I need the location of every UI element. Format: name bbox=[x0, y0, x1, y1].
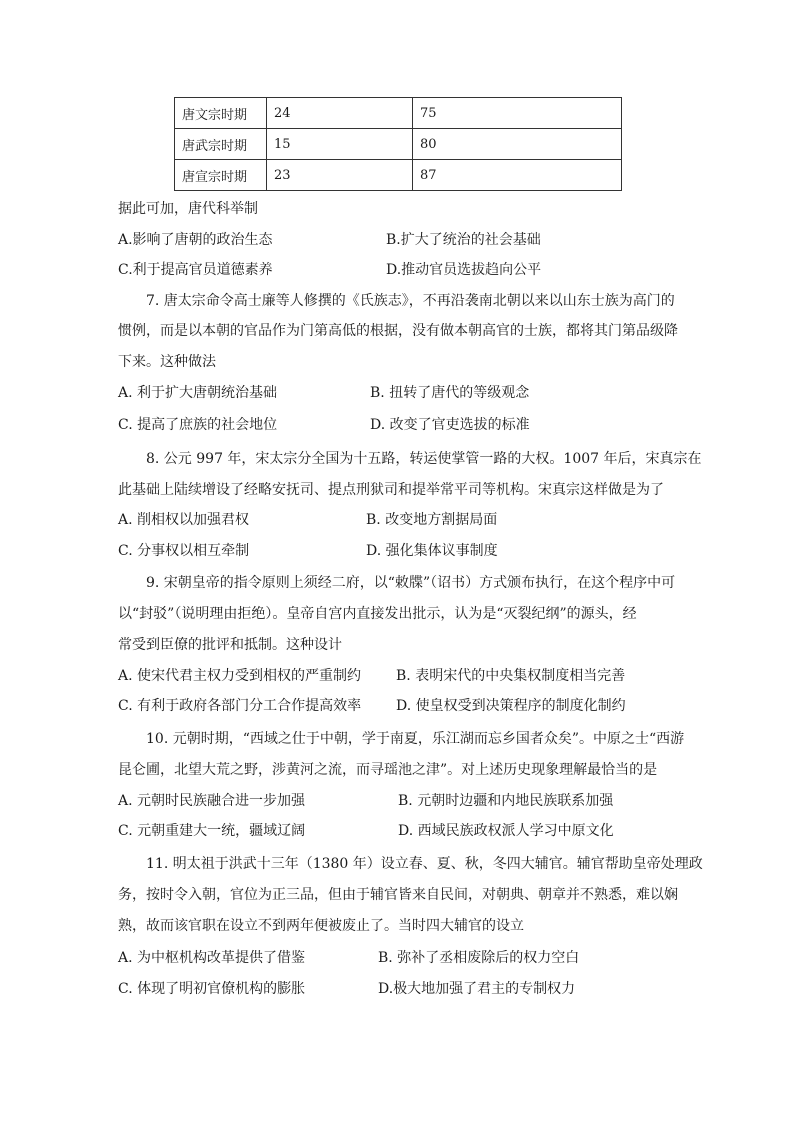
q7-option-d[interactable]: D. 改变了官吏选拔的标准 bbox=[370, 417, 530, 433]
q8-option-c[interactable]: C. 分事权以相互牵制 bbox=[118, 543, 250, 559]
q11-option-a[interactable]: A. 为中枢机构改革提供了借鉴 bbox=[118, 950, 306, 966]
table-cell: 87 bbox=[413, 160, 622, 191]
question-9-stem: 常受到臣僚的批评和抵制。这种设计 bbox=[118, 637, 342, 653]
q6-option-a[interactable]: A.影响了唐朝的政治生态 bbox=[118, 232, 273, 248]
q9-option-d[interactable]: D. 使皇权受到决策程序的制度化制约 bbox=[396, 698, 626, 714]
table-cell: 唐文宗时期 bbox=[175, 98, 267, 129]
table-cell: 唐武宗时期 bbox=[175, 129, 267, 160]
question-7-stem: 下来。这种做法 bbox=[118, 354, 216, 370]
q8-option-d[interactable]: D. 强化集体议事制度 bbox=[366, 543, 498, 559]
q10-option-d[interactable]: D. 西域民族政权派人学习中原文化 bbox=[398, 823, 614, 839]
question-8-stem: 此基础上陆续增设了经略安抚司、提点刑狱司和提举常平司等机构。宋真宗这样做是为了 bbox=[118, 482, 664, 498]
q7-option-c[interactable]: C. 提高了庶族的社会地位 bbox=[118, 417, 278, 433]
table-cell: 75 bbox=[413, 98, 622, 129]
question-7-stem: 7. 唐太宗命令高士廉等人修撰的《氏族志》，不再沿袭南北朝以来以山东士族为高门的 bbox=[146, 293, 675, 309]
q11-option-b[interactable]: B. 弥补了丞相废除后的权力空白 bbox=[378, 950, 580, 966]
question-9-stem: 以“封驳”（说明理由拒绝）。皇帝自宫内直接发出批示，认为是“灭裂纪纲”的源头，经 bbox=[118, 606, 637, 622]
question-11-stem: 11. 明太祖于洪武十三年（1380 年）设立春、夏、秋，冬四大辅官。辅官帮助皇帝处理政 bbox=[146, 856, 703, 872]
q6-option-d[interactable]: D.推动官员选拔趋向公平 bbox=[386, 262, 542, 278]
question-9-stem: 9. 宋朝皇帝的指令原则上须经二府，以“敕牒”（诏书）方式颁布执行，在这个程序中可 bbox=[146, 575, 676, 591]
q7-option-b[interactable]: B. 扭转了唐代的等级观念 bbox=[370, 385, 530, 401]
q6-option-b[interactable]: B.扩大了统治的社会基础 bbox=[386, 232, 541, 248]
question-8-stem: 8. 公元 997 年，宋太宗分全国为十五路，转运使掌管一路的大权。1007 年后，宋真宗在 bbox=[146, 451, 702, 467]
q9-option-c[interactable]: C. 有利于政府各部门分工合作提高效率 bbox=[118, 698, 362, 714]
table-row bbox=[175, 129, 622, 160]
q9-option-a[interactable]: A. 使宋代君主权力受到相权的严重制约 bbox=[118, 668, 362, 684]
q6-option-c[interactable]: C.利于提高官员道德素养 bbox=[118, 262, 273, 278]
question-10-stem: 昆仑圃，北望大荒之野，涉黄河之流，而寻瑶池之津”。对上述历史现象理解最恰当的是 bbox=[118, 762, 658, 778]
question-6-stem: 据此可加，唐代科举制 bbox=[118, 201, 258, 217]
question-11-stem: 务，按时令入朝，官位为正三品，但由于辅官皆来自民间，对朝典、朝章并不熟悉，难以娴 bbox=[118, 887, 678, 903]
table-cell: 80 bbox=[413, 129, 622, 160]
q9-option-b[interactable]: B. 表明宋代的中央集权制度相当完善 bbox=[396, 668, 626, 684]
table-cell: 唐宣宗时期 bbox=[175, 160, 267, 191]
table-cell: 24 bbox=[267, 98, 413, 129]
q10-option-b[interactable]: B. 元朝时边疆和内地民族联系加强 bbox=[398, 793, 614, 809]
q11-option-d[interactable]: D.极大地加强了君主的专制权力 bbox=[378, 981, 576, 997]
q11-option-c[interactable]: C. 体现了明初官僚机构的膨胀 bbox=[118, 981, 306, 997]
q8-option-b[interactable]: B. 改变地方割据局面 bbox=[366, 512, 498, 528]
q10-option-c[interactable]: C. 元朝重建大一统，疆域辽阔 bbox=[118, 823, 306, 839]
table-row bbox=[175, 98, 622, 129]
q7-option-a[interactable]: A. 利于扩大唐朝统治基础 bbox=[118, 385, 278, 401]
data-table bbox=[174, 97, 622, 191]
question-11-stem: 熟，故而该官职在设立不到两年便被废止了。当时四大辅官的设立 bbox=[118, 918, 524, 934]
q10-option-a[interactable]: A. 元朝时民族融合进一步加强 bbox=[118, 793, 306, 809]
table-cell: 15 bbox=[267, 129, 413, 160]
question-7-stem: 惯例，而是以本朝的官品作为门第高低的根据，没有做本朝高官的士族，都将其门第品级降 bbox=[118, 323, 678, 339]
q8-option-a[interactable]: A. 削相权以加强君权 bbox=[118, 512, 250, 528]
table-cell: 23 bbox=[267, 160, 413, 191]
table-row bbox=[175, 160, 622, 191]
question-10-stem: 10. 元朝时期，“西域之仕于中朝，学于南夏，乐江湖而忘乡国者众矣”。中原之士“西游 bbox=[146, 731, 685, 747]
